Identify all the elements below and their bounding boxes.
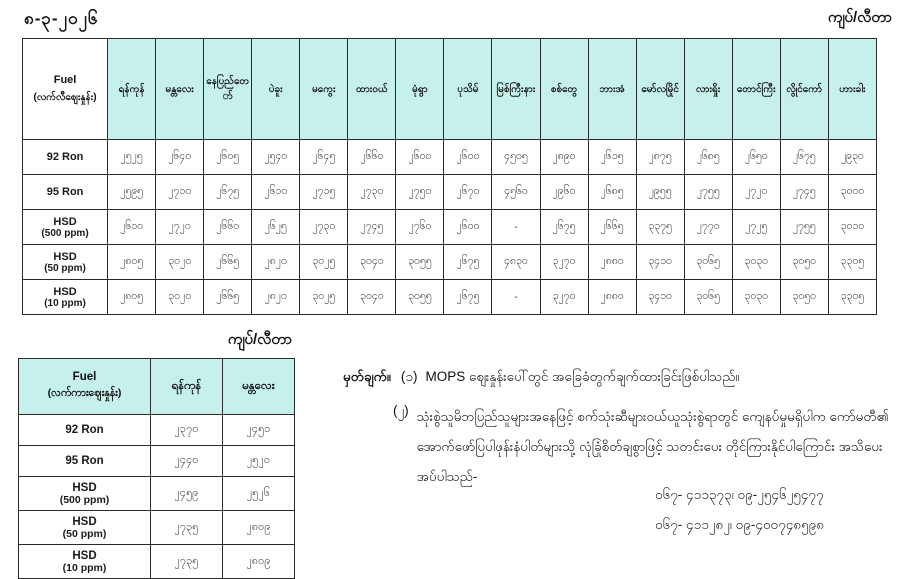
price-cell: ၂၇၄၅	[348, 210, 396, 245]
price-cell: -	[492, 210, 540, 245]
price-cell: ၂၈၇၅	[636, 140, 684, 175]
table-row-95ron	[19, 446, 295, 477]
city-header-yangon: ရန်ကုန်	[108, 39, 156, 140]
table-row-hsd50	[23, 245, 877, 280]
price-cell: ၂၇၂၅	[732, 210, 780, 245]
price-cell: ၃၄၁၀	[636, 245, 684, 280]
price-cell: ၃၀၅၅	[396, 245, 444, 280]
price-cell: ၂၆၆၀	[348, 140, 396, 175]
price-cell: ၂၄၅၉	[151, 477, 223, 511]
price-cell: ၃၀၄၀	[348, 280, 396, 315]
city-header-mawlamyine: မော်လမြိုင်	[636, 39, 684, 140]
table-row-hsd500	[23, 210, 877, 245]
fuel-label	[19, 545, 151, 579]
fuel-spec: (500 ppm)	[41, 227, 89, 239]
fuel-spec: (10 ppm)	[62, 561, 107, 574]
price-cell: ၂၈၀၅	[108, 280, 156, 315]
wholesale-price-table	[18, 358, 295, 579]
price-cell: ၃၂၇၀	[540, 245, 588, 280]
price-cell: ၂၉၆၀	[540, 175, 588, 210]
fuel-spec: (50 ppm)	[62, 527, 107, 540]
price-cell: ၂၇၅၅	[684, 175, 732, 210]
price-cell: ၂၇၂၀	[732, 175, 780, 210]
city-header-yangon: ရန်ကုန်	[151, 359, 223, 415]
price-cell: ၃၀၃၀	[732, 245, 780, 280]
fuel-header-title: Fuel	[53, 73, 77, 86]
price-cell: ၂၆၇၅	[444, 280, 492, 315]
price-cell: ၃၀၄၀	[348, 245, 396, 280]
price-cell: ၃၀၂၀	[156, 245, 204, 280]
price-cell: ၂၄၄၀	[151, 446, 223, 477]
fuel-spec: (10 ppm)	[44, 297, 86, 309]
price-cell: ၂၆၀၀	[444, 140, 492, 175]
fuel-label	[19, 446, 151, 477]
price-cell: ၂၈၂၀	[252, 245, 300, 280]
city-header-pathein: ပုသိမ်	[444, 39, 492, 140]
price-cell: ၃၀၁၀	[828, 210, 876, 245]
price-cell: ၂၅၄၀	[252, 140, 300, 175]
note-item-2	[343, 402, 899, 492]
price-cell: ၂၈၀၅	[108, 245, 156, 280]
price-cell: ၂၆၇၅	[780, 140, 828, 175]
fuel-header-subtitle: (လက်ကားဈေးနှုန်း)	[47, 387, 122, 399]
price-cell: ၂၆၄၅	[300, 140, 348, 175]
fuel-name: HSD	[53, 215, 77, 228]
price-cell: ၂၆၆၅	[204, 245, 252, 280]
price-cell: ၂၃၇၀	[151, 415, 223, 446]
price-cell: ၃၀၀၀	[828, 175, 876, 210]
price-cell: ၂၅၂၀	[223, 446, 295, 477]
price-cell: ၃၀၅၀	[780, 245, 828, 280]
price-cell: ၂၆၇၀	[444, 175, 492, 210]
unit-label-bottom: ကျပ်/လီတာ	[227, 331, 292, 348]
city-header-monywa: မုံရွာ	[396, 39, 444, 140]
price-cell: ၂၄၅၁	[223, 415, 295, 446]
fuel-column-header	[23, 39, 108, 140]
price-cell: ၂၆၁၀	[108, 210, 156, 245]
fuel-name: 92 Ron	[46, 151, 84, 163]
fuel-header-title: Fuel	[72, 371, 97, 383]
hotline-numbers	[655, 480, 824, 540]
price-cell: ၂၅၉၅	[108, 175, 156, 210]
price-cell: ၂၇၅၅	[780, 210, 828, 245]
price-cell: ၂၇၄၅	[780, 175, 828, 210]
city-header-bago: ပဲခူး	[252, 39, 300, 140]
price-cell: ၄၅၆၀	[492, 175, 540, 210]
price-cell: ၂၇၃၀	[348, 175, 396, 210]
city-header-loikaw: လွိုင်ကော်	[780, 39, 828, 140]
price-cell: ၂၅၂၆	[223, 477, 295, 511]
price-cell: ၂၆၈၅	[684, 140, 732, 175]
fuel-name: HSD	[53, 250, 77, 263]
price-cell: ၂၆၆၅	[204, 280, 252, 315]
price-cell: ၂၆၁၅	[588, 140, 636, 175]
notes-section	[343, 368, 899, 492]
price-cell: ၄၅၀၅	[492, 140, 540, 175]
price-cell: ၂၇၅၀	[396, 175, 444, 210]
fuel-label	[19, 511, 151, 545]
price-cell: ၂၇၁၀	[156, 175, 204, 210]
city-header-sittwe: စစ်တွေ	[540, 39, 588, 140]
price-cell: ၃၃၀၅	[828, 280, 876, 315]
city-header-mandalay: မန္တလေး	[223, 359, 295, 415]
price-cell: ၂၇၇၀	[684, 210, 732, 245]
price-cell: ၂၅၂၅	[108, 140, 156, 175]
city-header-magway: မကွေး	[300, 39, 348, 140]
phone-line-1: ၀၆၇- ၄၁၁၃၇၃၊ ၀၉-၂၅၄၆၂၅၄၇၇	[655, 487, 824, 502]
fuel-name: HSD	[53, 285, 77, 298]
note-text: သုံးစွဲသူမိဘပြည်သူများအနေဖြင့် စက်သုံးဆီများဝယ်ယူသုံးစွဲရာတွင် ကျေနပ်မှုမရှိပါက ကော်မတီ၏ အောက်ဖော်ပြပါဖုန်းနံပါတ်များသို့ လုံခြုံစိတ်ချစွာဖြင့် သတင်းပေး တိုင်ကြားနိုင်ပါကြောင်း အသိပေးအပ်ပါသည်-	[416, 409, 889, 484]
city-header-lashio: လားရှိုး	[684, 39, 732, 140]
price-cell: ၂၇၃၀	[300, 210, 348, 245]
fuel-label	[19, 477, 151, 511]
price-cell: ၂၆၇၅	[204, 175, 252, 210]
price-cell: ၂၆၆၀	[204, 210, 252, 245]
price-cell: ၂၉၃၀	[828, 140, 876, 175]
price-cell: ၃၄၁၀	[636, 280, 684, 315]
fuel-name: HSD	[72, 515, 97, 528]
notes-label: မှတ်ချက်။	[343, 369, 391, 384]
table-row-95ron	[23, 175, 877, 210]
fuel-label	[23, 175, 108, 210]
price-cell: ၃၀၆၅	[684, 280, 732, 315]
price-cell: ၂၉၅၅	[636, 175, 684, 210]
wholesale-price-section	[18, 330, 294, 579]
unit-label-top: ကျပ်/လီတာ	[827, 9, 892, 26]
note-number: (၂)	[393, 403, 409, 418]
note-item-1	[343, 368, 899, 388]
table-row-92ron	[19, 415, 295, 446]
price-cell: ၄၈၃၀	[492, 245, 540, 280]
table-row-hsd50	[19, 511, 295, 545]
price-cell: ၂၆၀၅	[204, 140, 252, 175]
price-cell: ၂၆၅၀	[732, 140, 780, 175]
price-cell: ၃၀၂၅	[300, 245, 348, 280]
price-cell: ၃၀၆၅	[684, 245, 732, 280]
table-row-hsd500	[19, 477, 295, 511]
fuel-header-subtitle: (လက်လီဈေးနှုန်း)	[33, 91, 97, 103]
wholesale-header-row	[19, 359, 295, 415]
table-row-hsd10	[19, 545, 295, 579]
table-row-hsd10	[23, 280, 877, 315]
price-cell: ၂၇၆၀	[396, 210, 444, 245]
retail-header-row	[23, 39, 877, 140]
fuel-name: 95 Ron	[65, 455, 104, 467]
price-cell: ၂၆၀၀	[444, 210, 492, 245]
table-row-92ron	[23, 140, 877, 175]
price-cell: ၂၈၂၀	[252, 280, 300, 315]
city-header-hpaan: ဘားအံ	[588, 39, 636, 140]
price-cell: ၂၈၈၀	[588, 245, 636, 280]
phone-line-2: ၀၆၇- ၄၁၁၂၈၂၊ ၀၉-၄၀၀၇၄၈၅၉၈	[655, 517, 824, 532]
price-cell: ၂၆၇၅	[540, 210, 588, 245]
price-cell: ၂၈၀၉	[223, 511, 295, 545]
price-cell: ၃၀၅၀	[780, 280, 828, 315]
price-cell: ၂၇၂၀	[156, 210, 204, 245]
fuel-name: HSD	[72, 481, 97, 494]
fuel-spec: (500 ppm)	[59, 493, 110, 506]
city-header-dawei: ထားဝယ်	[348, 39, 396, 140]
price-cell: ၂၆၄၀	[156, 140, 204, 175]
document-date: ၈-၃-၂၀၂၆	[24, 9, 99, 28]
fuel-label	[23, 280, 108, 315]
fuel-label	[23, 245, 108, 280]
price-cell: ၂၇၃၅	[151, 511, 223, 545]
price-cell: ၂၈၀၉	[223, 545, 295, 579]
price-cell: ၃၀၅၅	[396, 280, 444, 315]
price-cell: ၂၆၂၅	[252, 210, 300, 245]
price-cell: ၂၇၁၅	[300, 175, 348, 210]
price-cell: ၂၆၁၀	[252, 175, 300, 210]
price-cell: ၃၀၂၅	[300, 280, 348, 315]
note-text: MOPS ဈေးနှုန်းပေါ်တွင် အခြေခံတွက်ချက်ထားခြင်းဖြစ်ပါသည်။	[425, 369, 740, 384]
city-header-hakha: ဟားခါး	[828, 39, 876, 140]
retail-price-section	[22, 38, 877, 315]
city-header-myitkyina: မြစ်ကြီးနား	[492, 39, 540, 140]
price-cell: ၂၈၉၀	[540, 140, 588, 175]
price-cell: ၂၇၃၅	[151, 545, 223, 579]
price-cell: ၂၆၇၅	[444, 245, 492, 280]
price-cell: ၃၀၃၀	[732, 280, 780, 315]
price-cell: ၂၆၆၅	[588, 210, 636, 245]
price-cell: ၂၈၈၀	[588, 280, 636, 315]
fuel-label	[23, 140, 108, 175]
price-cell: ၃၂၇၀	[540, 280, 588, 315]
note-number: (၁)	[400, 369, 418, 384]
fuel-spec: (50 ppm)	[44, 262, 86, 274]
fuel-name: 95 Ron	[46, 186, 84, 198]
city-header-naypyitaw: နေပြည်တော်	[204, 39, 252, 140]
price-cell: ၃၀၂၀	[156, 280, 204, 315]
price-cell: -	[492, 280, 540, 315]
fuel-label	[23, 210, 108, 245]
retail-price-table	[22, 38, 877, 315]
fuel-name: 92 Ron	[65, 424, 104, 436]
price-cell: ၃၃၀၅	[828, 245, 876, 280]
price-cell: ၂၆၈၅	[588, 175, 636, 210]
city-header-taunggyi: တောင်ကြီး	[732, 39, 780, 140]
fuel-name: HSD	[72, 549, 97, 562]
fuel-label	[19, 415, 151, 446]
fuel-column-header	[19, 359, 151, 415]
city-header-mandalay: မန္တလေး	[156, 39, 204, 140]
price-cell: ၂၆၀၀	[396, 140, 444, 175]
price-cell: ၃၃၇၅	[636, 210, 684, 245]
